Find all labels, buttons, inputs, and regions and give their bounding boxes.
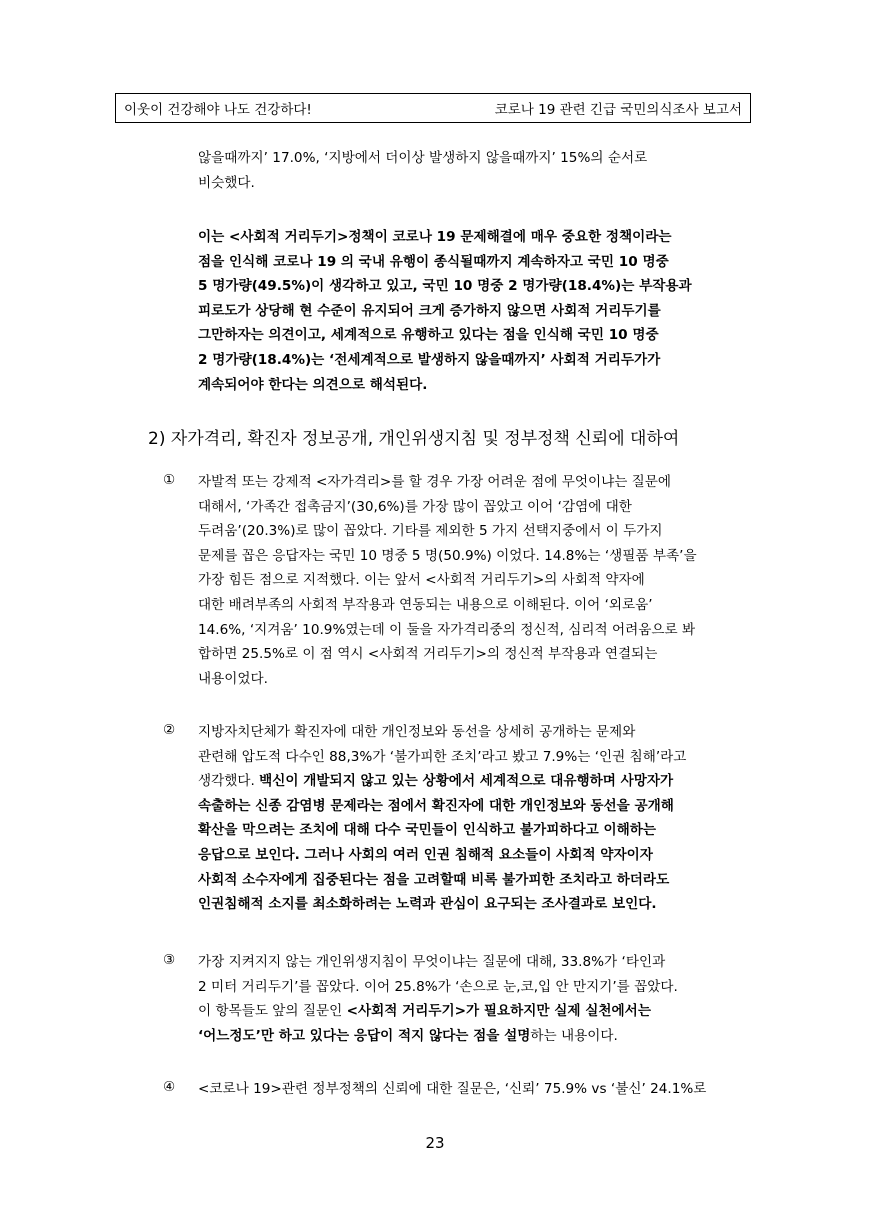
summary-line: 2 명가량(18.4%)는 ‘전세계적으로 발생하지 않을때까지’ 사회적 거리두가가 — [198, 351, 661, 368]
item-line — [198, 519, 697, 544]
text-run: 하는 내용이다. — [530, 1027, 618, 1044]
text-run: 이 항목들도 앞의 질문인 — [198, 1003, 347, 1020]
item-line — [198, 470, 697, 495]
bold-run: 확산을 막으려는 조치에 대해 다수 국민들이 인식하고 불가피하다고 이해하는 — [198, 822, 657, 839]
item-line — [198, 618, 697, 643]
item-line — [198, 544, 697, 569]
item-line — [198, 1077, 706, 1102]
bold-run: 인권침해적 소지를 최소화하려는 노력과 관심이 요구되는 조사결과로 보인다. — [198, 896, 657, 913]
bold-run: <사회적 거리두기>가 필요하지만 실제 실천에서는 — [346, 1003, 651, 1020]
header-left-title: 이웃이 건강해야 나도 건강하다! — [124, 102, 312, 118]
item-line — [198, 642, 697, 667]
bold-run: 응답으로 보인다. 그러나 사회의 여러 인권 침해적 요소들이 사회적 약자이자 — [198, 846, 653, 863]
item-number: ③ — [163, 952, 176, 968]
text-run: 2 미터 거리두기’를 꼽았다. 이어 25.8%가 ‘손으로 눈,코,입 안 만지기’를 꼽았다. — [198, 978, 678, 995]
item-paragraph — [198, 1077, 706, 1102]
item-paragraph — [198, 470, 697, 691]
text-run: 내용이었다. — [198, 670, 268, 687]
summary-line: 그만하자는 의견이고, 세계적으로 유행하고 있다는 점을 인식해 국민 10 명중 — [198, 327, 659, 344]
item-line — [198, 999, 678, 1024]
item-line — [198, 720, 686, 745]
text-run: <코로나 19>관련 정부정책의 신뢰에 대한 질문은, ‘신뢰’ 75.9% vs ‘불신’ 24.1%로 — [198, 1081, 707, 1097]
text-run: 대한 배려부족의 사회적 부작용과 연동되는 내용으로 이해된다. 이어 ‘외로움’ — [198, 596, 653, 613]
page-header — [115, 93, 751, 123]
header-right-title: 코로나 19 관련 긴급 국민의식조사 보고서 — [494, 102, 742, 118]
section-title: 2) 자가격리, 확진자 정보공개, 개인위생지침 및 정부정책 신뢰에 대하여 — [148, 429, 680, 449]
item-line — [198, 818, 686, 843]
text-run: 합하면 25.5%로 이 점 역시 <사회적 거리두기>의 정신적 부작용과 연결되는 — [198, 646, 658, 663]
item-line — [198, 975, 678, 1000]
item-line — [198, 843, 686, 868]
item-line — [198, 868, 686, 893]
item-line — [198, 745, 686, 770]
item-line — [198, 1024, 678, 1049]
item-line — [198, 769, 686, 794]
text-run: 자발적 또는 강제적 <자가격리>를 할 경우 가장 어려운 점에 무엇이냐는 질문에 — [198, 474, 672, 490]
text-run: 두려움’(20.3%)로 많이 꼽았다. 기타를 제외한 5 가지 선택지중에서 이 두가지 — [198, 523, 663, 540]
bold-run: ‘어느정도’만 하고 있다는 응답이 적지 않다는 점을 설명 — [198, 1027, 531, 1044]
item-number: ④ — [163, 1079, 176, 1095]
item-paragraph — [198, 950, 678, 1048]
item-line — [198, 892, 686, 917]
item-line — [198, 667, 697, 692]
bold-run: 속출하는 신종 감염병 문제라는 점에서 확진자에 대한 개인정보와 동선을 공개해 — [198, 797, 674, 814]
item-line — [198, 950, 678, 975]
bold-summary-paragraph — [198, 225, 692, 397]
text-run: 지방자치단체가 확진자에 대한 개인정보와 동선을 상세히 공개하는 문제와 — [198, 724, 636, 740]
intro-line: 비슷했다. — [198, 174, 255, 191]
bold-run: 백신이 개발되지 않고 있는 상황에서 세계적으로 대유행하며 사망자가 — [259, 773, 674, 790]
text-run: 관련해 압도적 다수인 88,3%가 ‘불가피한 조치’라고 봤고 7.9%는 ‘인권 침해’라고 — [198, 748, 687, 765]
summary-line: 계속되어야 한다는 의견으로 해석된다. — [198, 376, 428, 393]
summary-line: 이는 <사회적 거리두기>정책이 코로나 19 문제해결에 매우 중요한 정책이라는 — [198, 229, 672, 245]
item-line — [198, 593, 697, 618]
intro-paragraph — [198, 146, 647, 195]
item-paragraph — [198, 720, 686, 917]
item-line — [198, 794, 686, 819]
text-run: 대해서, ‘가족간 접촉금지’(30,6%)를 가장 많이 꼽았고 이어 ‘감염에 대한 — [198, 498, 632, 515]
item-number: ① — [163, 472, 176, 488]
summary-line: 피로도가 상당해 현 수준이 유지되어 크게 증가하지 않으면 사회적 거리두기를 — [198, 302, 661, 319]
summary-line: 5 명가량(49.5%)이 생각하고 있고, 국민 10 명중 2 명가량(18.4%)는 부작용과 — [198, 278, 692, 295]
intro-line: 않을때까지’ 17.0%, ‘지방에서 더이상 발생하지 않을때까지’ 15%의 순서로 — [198, 150, 648, 166]
item-number: ② — [163, 722, 176, 738]
item-line — [198, 568, 697, 593]
text-run: 14.6%, ‘지겨움’ 10.9%였는데 이 둘을 자가격리중의 정신적, 심리적 어려움으로 봐 — [198, 621, 696, 638]
text-run: 생각했다. — [198, 773, 260, 790]
bold-run: 사회적 소수자에게 집중된다는 점을 고려할때 비록 불가피한 조치라고 하더라도 — [198, 871, 670, 888]
page-number: 23 — [425, 1134, 445, 1152]
text-run: 가장 힘든 점으로 지적했다. 이는 앞서 <사회적 거리두기>의 사회적 약자에 — [198, 572, 645, 589]
text-run: 문제를 꼽은 응답자는 국민 10 명중 5 명(50.9%) 이었다. 14.8%는 ‘생필품 부족’을 — [198, 547, 697, 564]
summary-line: 점을 인식해 코로나 19 의 국내 유행이 종식될때까지 계속하자고 국민 10 명중 — [198, 253, 669, 270]
text-run: 가장 지켜지지 않는 개인위생지침이 무엇이냐는 질문에 대해, 33.8%가 ‘타인과 — [198, 954, 666, 970]
item-line — [198, 495, 697, 520]
